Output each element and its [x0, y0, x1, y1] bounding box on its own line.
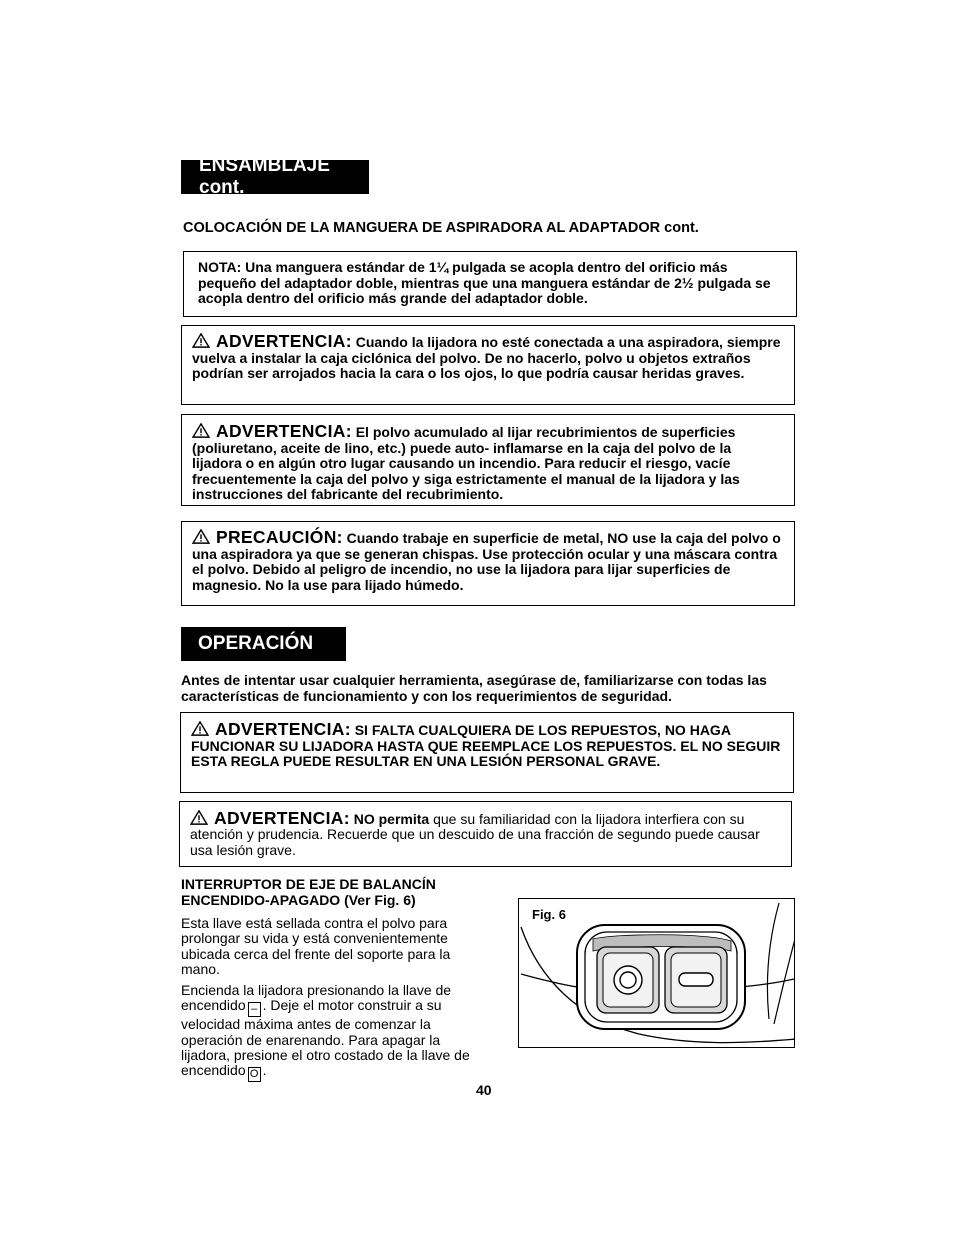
warning-2-text: El polvo acumulado al lijar recubrimientos de superficies (poliuretano, aceite de lino, etc.) puede auto- inflamarse en la caja del polvo de la lijadora o en algún otro lugar causando un incendio. Para reducir el riesgo, vacíe frecuentemente la caja del polvo y siga estrictamente el manual de la lijadora y las instrucciones del fabricante del recubrimiento. — [192, 424, 740, 502]
warning-1-content — [192, 333, 784, 382]
switch-on-symbol: – — [248, 1002, 261, 1017]
warning-2-content — [192, 423, 784, 503]
warning-triangle-icon — [192, 423, 210, 438]
operacion-warning-1-text: SI FALTA CUALQUIERA DE LOS REPUESTOS, NO HAGA FUNCIONAR SU LIJADORA HASTA QUE REEMPLACE LOS REPUESTOS. EL NO SEGUIR ESTA REGLA PUEDE RESULTAR EN UNA LESIÓN PERSONAL GRAVE. — [191, 722, 781, 769]
switch-off-symbol: O — [248, 1067, 261, 1082]
operacion-warning-2-label: ADVERTENCIA: — [214, 808, 350, 828]
switch-para-2-b: . Deje el motor construir a su velocidad máxima antes de comenzar la operación de enarenando. Para apagar la lijadora, presione el otro costado de la llave de encendido — [181, 997, 470, 1079]
warning-box-1 — [181, 325, 795, 405]
operacion-warning-1-content — [191, 721, 783, 770]
figure-6 — [518, 898, 795, 1048]
precaucion-box — [181, 521, 795, 606]
operacion-header — [181, 627, 346, 661]
operacion-intro: Antes de intentar usar cualquier herramienta, asegúrase de, familiarizarse con todas las características de funcionamiento y con los requerimientos de seguridad. — [181, 672, 767, 704]
operacion-warning-box-1 — [180, 712, 794, 793]
warning-triangle-icon — [190, 810, 208, 825]
switch-para-2 — [181, 983, 486, 1082]
page-number: 40 — [476, 1082, 492, 1098]
warning-2-label: ADVERTENCIA: — [216, 421, 352, 441]
operacion-header-text: OPERACIÓN — [198, 633, 314, 654]
precaucion-content — [192, 529, 784, 593]
switch-title: INTERRUPTOR DE EJE DE BALANCÍN ENCENDIDO-APAGADO (Ver Fig. 6) — [181, 876, 436, 908]
warning-box-2 — [181, 414, 795, 506]
nota-box — [183, 251, 797, 317]
warning-1-label: ADVERTENCIA: — [216, 331, 352, 351]
warning-triangle-icon — [192, 333, 210, 348]
ensamblaje-subtitle: COLOCACIÓN DE LA MANGUERA DE ASPIRADORA AL ADAPTADOR cont. — [183, 220, 699, 236]
precaucion-label: PRECAUCIÓN: — [216, 527, 343, 547]
ensamblaje-header — [181, 155, 369, 198]
ensamblaje-header-text: ENSAMBLAJE cont. — [199, 155, 330, 198]
rocker-switch-illustration — [519, 899, 795, 1048]
switch-para-2-a: Encienda la lijadora presionando la llave de encendido — [181, 982, 452, 1014]
warning-triangle-icon — [192, 529, 210, 544]
operacion-warning-1-label: ADVERTENCIA: — [215, 719, 351, 739]
switch-para-1: Esta llave está sellada contra el polvo para prolongar su vida y está convenientemente ubicada cerca del frente del soporte para la mano. — [181, 915, 451, 977]
operacion-warning-box-2 — [179, 801, 792, 867]
nota-text: NOTA: Una manguera estándar de 1¼ pulgada se acopla dentro del orificio más pequeño del adaptador doble, mientras que una manguera estándar de 2½ pulgada se acopla dentro del orificio más grande del adaptador doble. — [198, 259, 771, 306]
figure-6-label: Fig. 6 — [532, 907, 566, 922]
operacion-warning-2-bold: NO permita — [353, 811, 430, 827]
precaucion-text: Cuando trabaje en superficie de metal, NO use la caja del polvo o una aspiradora ya que se generan chispas. Use protección ocular y una máscara contra el polvo. Debido al peligro de incendio, no use la lijadora para lijar superficies de magnesio. No la use para lijado húmedo. — [192, 530, 781, 593]
operacion-warning-2-content — [190, 810, 781, 858]
warning-1-text: Cuando la lijadora no esté conectada a una aspiradora, siempre vuelva a instalar la caja ciclónica del polvo. De no hacerlo, polvo u objetos extraños podrían ser arrojados hacia la cara o los ojos, lo que podría causar heridas graves. — [192, 334, 781, 381]
switch-para-2-c: . — [262, 1062, 267, 1079]
warning-triangle-icon — [191, 721, 209, 736]
operacion-warning-2-text: que su familiaridad con la lijadora interfiera con su atención y prudencia. Recuerde que un descuido de una fracción de segundo puede causar usa lesión grave. — [190, 811, 760, 858]
